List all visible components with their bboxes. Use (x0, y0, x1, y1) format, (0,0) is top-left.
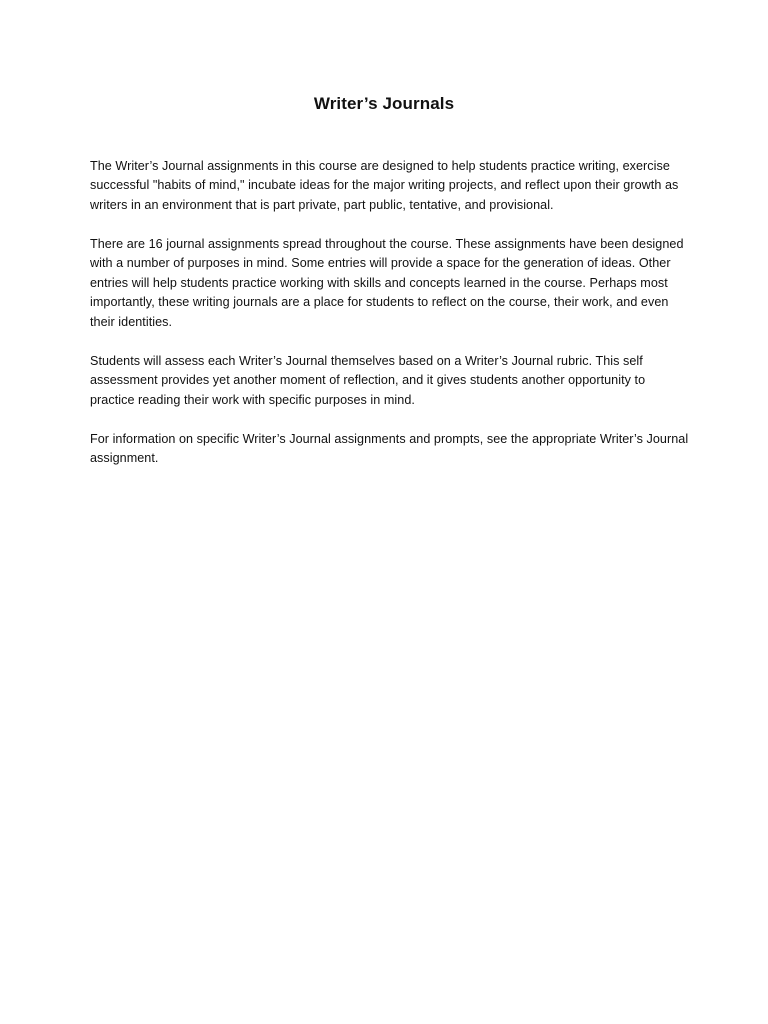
paragraph-intro: The Writer’s Journal assignments in this course are designed to help students practice writing, exercise successful "habits of mind," incubate ideas for the major writing projects, and reflect upon their growth as writers in an environment that is part private, part public, tentative, and provisional. (90, 159, 679, 212)
paragraph-more-information: For information on specific Writer’s Journal assignments and prompts, see the appropriate Writer’s Journal assignment. (90, 432, 689, 466)
page-title: Writer’s Journals (313, 94, 455, 113)
paragraph-assignments: There are 16 journal assignments spread throughout the course. These assignments have been designed with a number of purposes in mind. Some entries will provide a space for the generation of ideas. Other entries will help students practice working with skills and concepts learned in the course. Perhaps most importantly, these writing journals are a place for students to reflect on the course, their work, and even their identities. (90, 237, 684, 329)
paragraph-self-assessment: Students will assess each Writer’s Journal themselves based on a Writer’s Journal rubric. This self assessment provides yet another moment of reflection, and it gives students another opportunity to practice reading their work with specific purposes in mind. (90, 354, 646, 407)
